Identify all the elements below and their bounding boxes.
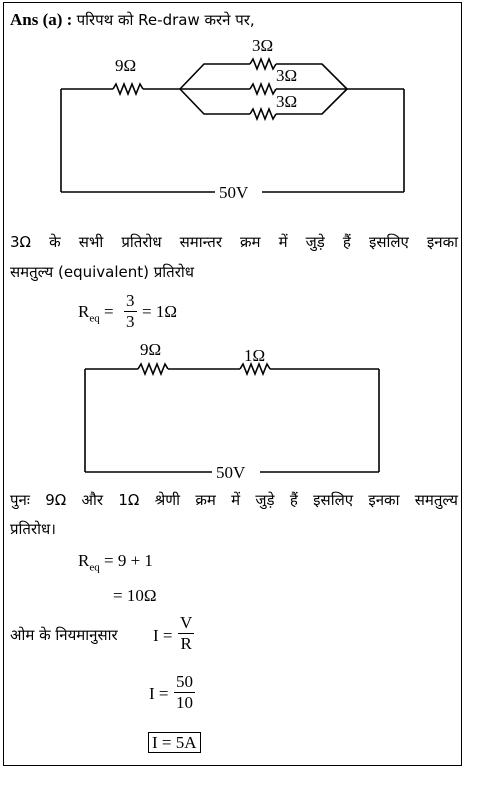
label-3-ohm-bottom: 3Ω [276,92,298,111]
ohm-den: R [180,634,192,653]
eq2-result: = 10Ω [113,586,157,605]
ohm-label: ओम के नियमानुसार [10,626,118,644]
label-9-ohm-2: 9Ω [140,340,162,359]
eq3-fraction [174,672,195,713]
label-3-ohm-top: 3Ω [252,36,274,55]
resistor-9-ohm [113,84,143,94]
label-1-ohm: 1Ω [244,346,266,365]
para1-line1: 3Ω के सभी प्रतिरोध समान्तर क्रम में जुड़े हैं इसलिए इनका [10,233,458,251]
eq3-num: 50 [176,672,193,691]
ohm-fraction [178,613,194,654]
label-50v: 50V [219,183,249,202]
eq1-fraction [124,291,137,332]
final-answer-box [148,733,201,753]
eq2-r: R [78,551,90,570]
eq1-sub: eq [89,312,100,325]
eq2-rhs: = 9 + 1 [103,551,153,570]
eq1-r: R [78,302,90,321]
answer-intro: परिपथ को Re-draw करने पर, [76,11,255,29]
eq1-den: 3 [126,312,135,331]
answer-label: Ans (a) : [10,10,73,29]
resistor-3-ohm-middle [250,84,276,94]
eq3-den: 10 [176,693,193,712]
resistor-3-ohm-bottom [250,109,276,119]
ohm-lhs: I = [153,626,173,645]
eq2-line1 [78,551,153,577]
resistor-9-ohm-2 [138,364,168,374]
eq2-sub: eq [89,561,100,574]
label-9-ohm: 9Ω [115,56,137,75]
para1-line2: समतुल्य (equivalent) प्रतिरोध [10,263,194,281]
label-50v-2: 50V [216,463,246,482]
final-answer: I = 5A [148,732,201,753]
eq1-result: = 1Ω [142,302,177,321]
para2-line1: पुनः 9Ω और 1Ω श्रेणी क्रम में जुड़े हैं इसलिए इनका समतुल्य [10,491,458,509]
eq3-lhs: I = [149,684,169,703]
eq1-lhs: $R_{eq}$ = [78,302,114,325]
label-3-ohm-middle: 3Ω [276,66,298,85]
eq1-num: 3 [126,291,135,310]
resistor-3-ohm-top [250,59,276,69]
para2-line2: प्रतिरोध। [10,520,56,538]
ohm-num: V [180,613,193,632]
